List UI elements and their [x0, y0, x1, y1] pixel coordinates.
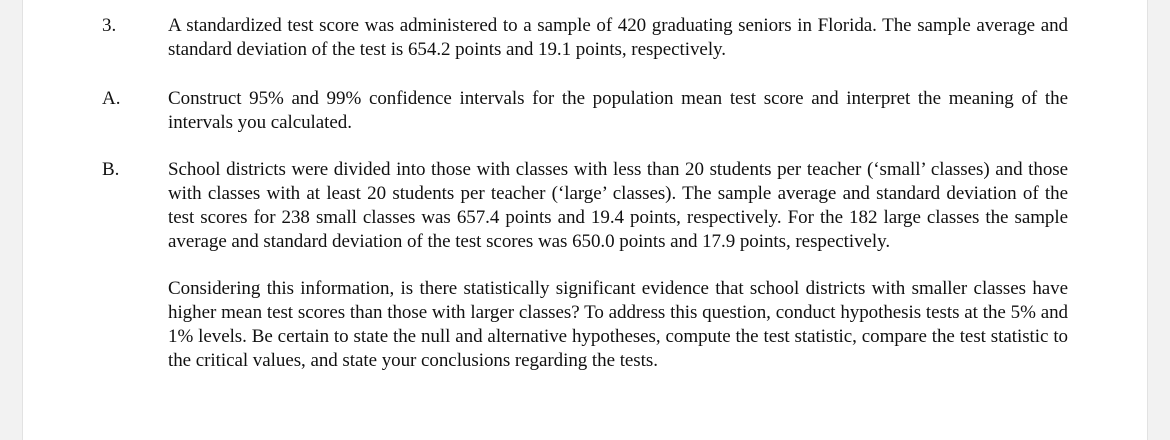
part-b-followup-text: Considering this information, is there statistically significant evidence that school districts with smaller classes have higher mean test scores than those with larger classes? To address this question, conduct hypothesis tests at the 5% and 1% levels. Be certain to state the null and alternative hypotheses, compute the test statistic, compare the test statistic to the critical values, and state your conclusions regarding the tests.	[168, 278, 1068, 371]
part-a-label: A.	[102, 88, 121, 109]
question-intro-text: A standardized test score was administered to a sample of 420 graduating seniors in Florida. The sample average and standard deviation of the test is 654.2 points and 19.1 points, respectively.	[168, 15, 1068, 60]
document-page	[22, 0, 1148, 440]
part-a-text: Construct 95% and 99% confidence intervals for the population mean test score and interpret the meaning of the intervals you calculated.	[168, 88, 1068, 133]
question-number: 3.	[102, 15, 117, 36]
part-b-text: School districts were divided into those with classes with less than 20 students per teacher (‘small’ classes) and those with classes with at least 20 students per teacher (‘large’ classes). The sample average and standard deviation of the test scores for 238 small classes was 657.4 points and 19.4 points, respectively. For the 182 large classes the sample average and standard deviation of the test scores was 650.0 points and 17.9 points, respectively.	[168, 159, 1068, 252]
part-b-label: B.	[102, 159, 120, 180]
